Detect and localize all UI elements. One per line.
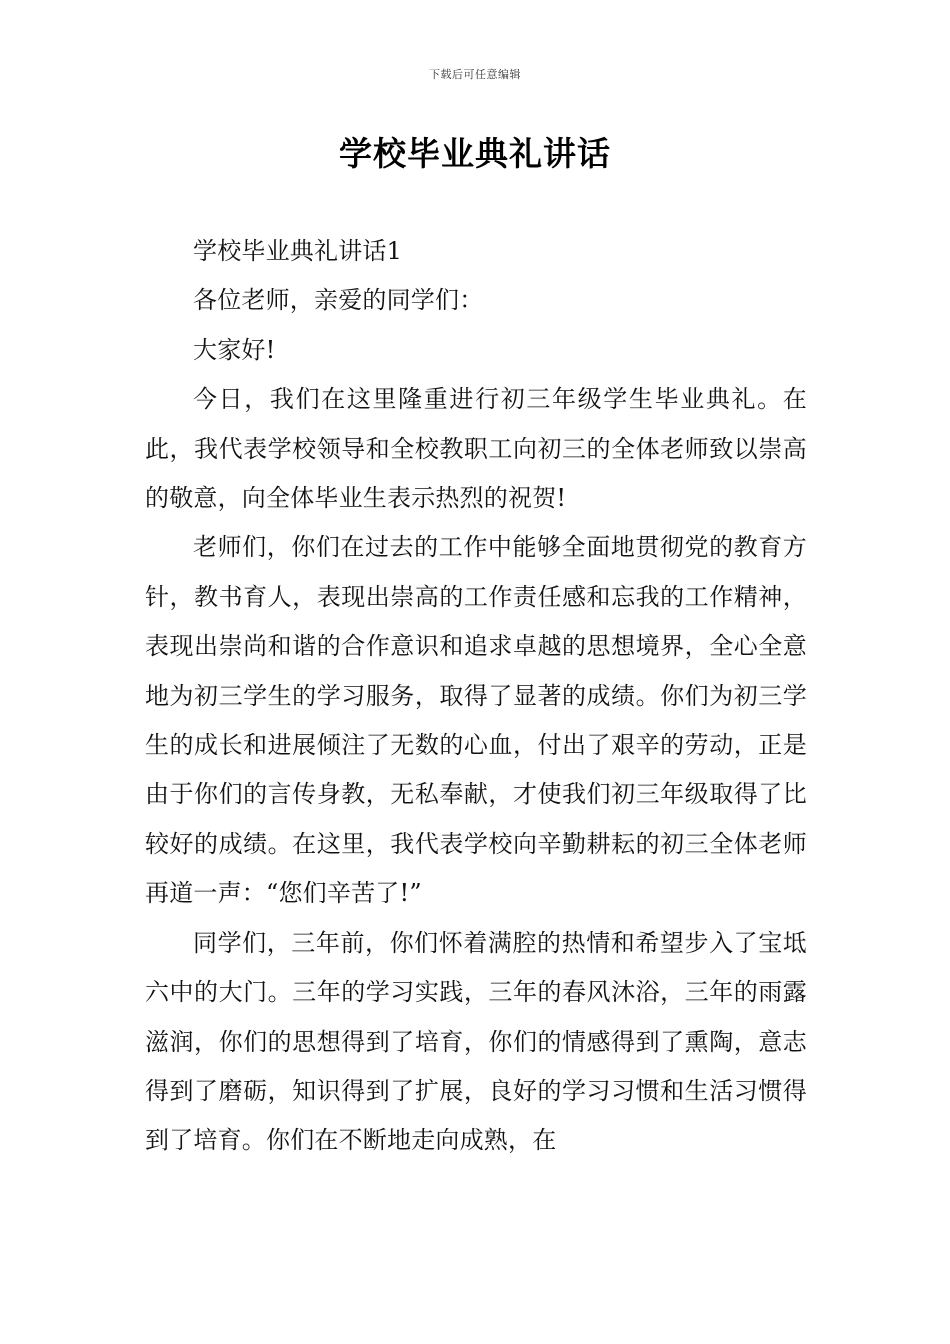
paragraph-salutation: 各位老师，亲爱的同学们：	[193, 286, 484, 315]
document-body	[145, 227, 807, 1166]
paragraph-teachers: 老师们，你们在过去的工作中能够全面地贯彻党的教育方针，教书育人，表现出崇高的工作责任感和忘我的工作精神，表现出崇尚和谐的合作意识和追求卓越的思想境界，全心全意地为初三学生的学习服务，取得了显著的成绩。你们为初三学生的成长和进展倾注了无数的心血，付出了艰辛的劳动，正是由于你们的言传身教，无私奉献，才使我们初三年级取得了比较好的成绩。在这里，我代表学校向辛勤耕耘的初三全体老师再道一声：“您们辛苦了!”	[145, 533, 807, 908]
paragraph-students: 同学们，三年前，你们怀着满腔的热情和希望步入了宝坻六中的大门。三年的学习实践，三年的春风沐浴，三年的雨露滋润，你们的思想得到了培育，你们的情感得到了熏陶，意志得到了磨砺，知识得到了扩展，良好的学习习惯和生活习惯得到了培育。你们在不断地走向成熟，在	[145, 928, 807, 1155]
paragraph-opening: 今日，我们在这里隆重进行初三年级学生毕业典礼。在此，我代表学校领导和全校教职工向初三的全体老师致以崇高的敬意，向全体毕业生表示热烈的祝贺!	[145, 385, 807, 513]
document-title: 学校毕业典礼讲话	[339, 134, 611, 173]
paragraph-subtitle: 学校毕业典礼讲话1	[193, 237, 403, 265]
header-note: 下载后可任意编辑	[429, 68, 521, 81]
paragraph-greeting: 大家好!	[193, 335, 276, 364]
